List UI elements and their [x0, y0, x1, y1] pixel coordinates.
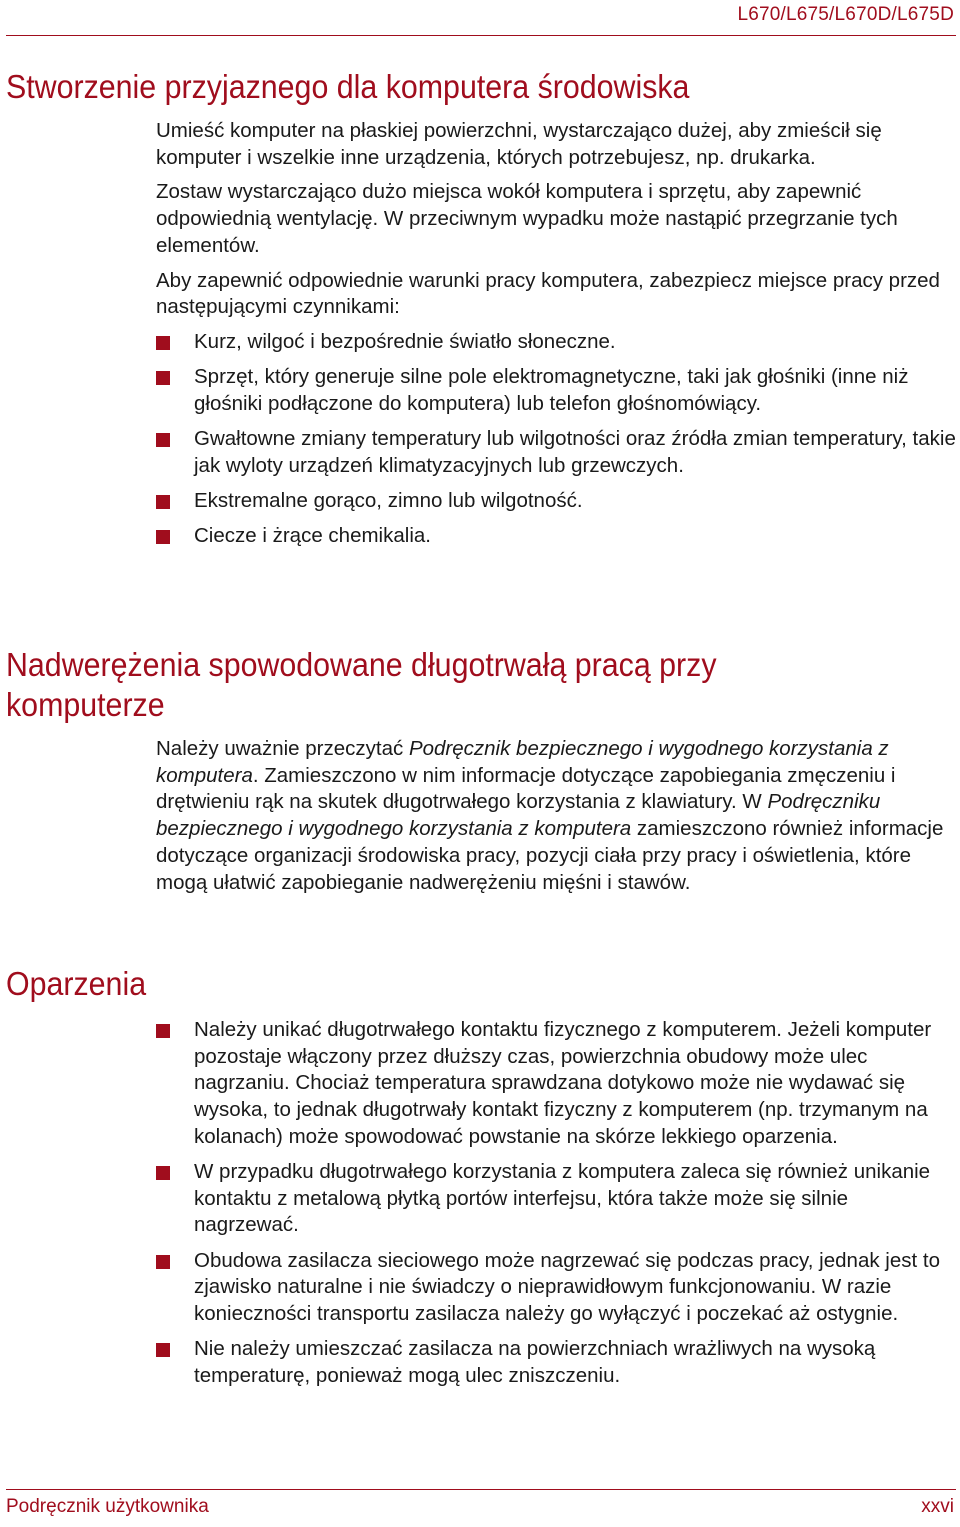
bullet-list	[156, 329, 956, 550]
bullet-square-icon	[156, 371, 170, 385]
section-title-line: Nadwerężenia spowodowane długotrwałą pracą przy	[6, 646, 717, 683]
list-item-text: Obudowa zasilacza sieciowego może nagrzewać się podczas pracy, jednak jest to zjawisko naturalne i nie świadczy o nieprawidłowym funkcjonowaniu. W razie konieczności transportu zasilacza należy go wyłączyć i poczekać aż ostygnie.	[194, 1248, 940, 1326]
list-item-text: Kurz, wilgoć i bezpośrednie światło słoneczne.	[194, 329, 616, 353]
paragraph: Umieść komputer na płaskiej powierzchni, wystarczająco dużej, aby zmieścił się komputer i wszelkie inne urządzenia, których potrzebujesz, np. drukarka.	[156, 119, 882, 169]
bullet-list	[156, 1017, 956, 1390]
list-item	[156, 1336, 956, 1389]
manual-title-italic: Podręczniku bezpiecznego i wygodnego korzystania z komputera	[156, 790, 881, 841]
header-model-number: L670/L675/L670D/L675D	[737, 4, 954, 25]
list-item	[156, 1017, 956, 1151]
section-body-environment	[156, 118, 956, 558]
bullet-square-icon	[156, 433, 170, 447]
list-item	[156, 364, 956, 417]
bullet-square-icon	[156, 1343, 170, 1357]
section-body-burns	[156, 1017, 956, 1398]
section-body-strain	[156, 736, 956, 904]
bullet-square-icon	[156, 1255, 170, 1269]
list-item	[156, 523, 956, 550]
list-item-text: Ekstremalne gorąco, zimno lub wilgotność.	[194, 488, 583, 512]
bullet-square-icon	[156, 1166, 170, 1180]
header-rule	[6, 35, 956, 36]
paragraph	[156, 736, 956, 896]
footer-manual-title: Podręcznik użytkownika	[6, 1496, 209, 1517]
bullet-square-icon	[156, 530, 170, 544]
list-item	[156, 329, 956, 356]
text-run: . Zamieszczono w nim informacje dotyczące zapobiegania zmęczeniu i drętwieniu rąk na skutek długotrwałego korzystania z klawiatury. W	[156, 763, 896, 814]
section-title-environment: Stworzenie przyjaznego dla komputera środowiska	[6, 68, 690, 105]
text-run: zamieszczono również informacje dotyczące organizacji środowiska pracy, pozycji ciała przy pracy i oświetlenia, które mogą ułatwić zapobieganie nadwerężeniu mięśni i stawów.	[156, 817, 944, 894]
section-title-burns: Oparzenia	[6, 965, 147, 1002]
paragraph: Zostaw wystarczająco dużo miejsca wokół komputera i sprzętu, aby zapewnić odpowiednią wentylację. W przeciwnym wypadku może nastąpić przegrzanie tych elementów.	[156, 180, 898, 257]
footer-rule	[6, 1489, 956, 1490]
list-item-text: Należy unikać długotrwałego kontaktu fizycznego z komputerem. Jeżeli komputer pozostaje włączony przez dłuższy czas, powierzchnia obudowy może ulec nagrzaniu. Chociaż temperatura sprawdzana dotykowo może nie wydawać się wysoka, to jednak długotrwały kontakt fizyczny z komputerem (np. trzymanym na kolanach) może spowodować powstanie na skórze lekkiego oparzenia.	[194, 1018, 932, 1148]
list-item-text: Nie należy umieszczać zasilacza na powierzchniach wrażliwych na wysoką temperaturę, ponieważ mogą ulec zniszczeniu.	[194, 1337, 876, 1387]
list-item	[156, 1248, 956, 1328]
list-item	[156, 426, 956, 479]
manual-title-italic: Podręcznik bezpiecznego i wygodnego korzystania z komputera	[156, 737, 889, 787]
section-title-strain	[6, 645, 716, 725]
list-item-text: Ciecze i żrące chemikalia.	[194, 524, 431, 548]
list-item-text: W przypadku długotrwałego korzystania z komputera zaleca się również unikanie kontaktu z metalową płytką portów interfejsu, która także może się silnie nagrzewać.	[194, 1160, 931, 1237]
page-number: xxvi	[921, 1496, 954, 1517]
bullet-square-icon	[156, 495, 170, 509]
text-run: Należy uważnie przeczytać	[156, 737, 409, 760]
list-item	[156, 1159, 956, 1239]
bullet-square-icon	[156, 1024, 170, 1038]
list-item	[156, 488, 956, 515]
section-title-line: komputerze	[6, 686, 165, 723]
list-item-text: Sprzęt, który generuje silne pole elektromagnetyczne, taki jak głośniki (inne niż głośniki podłączone do komputera) lub telefon głośnomówiący.	[194, 365, 909, 415]
list-item-text: Gwałtowne zmiany temperatury lub wilgotności oraz źródła zmian temperatury, takie jak wyloty urządzeń klimatyzacyjnych lub grzewczych.	[194, 427, 956, 477]
paragraph: Aby zapewnić odpowiednie warunki pracy komputera, zabezpiecz miejsce pracy przed następującymi czynnikami:	[156, 268, 940, 319]
bullet-square-icon	[156, 336, 170, 350]
